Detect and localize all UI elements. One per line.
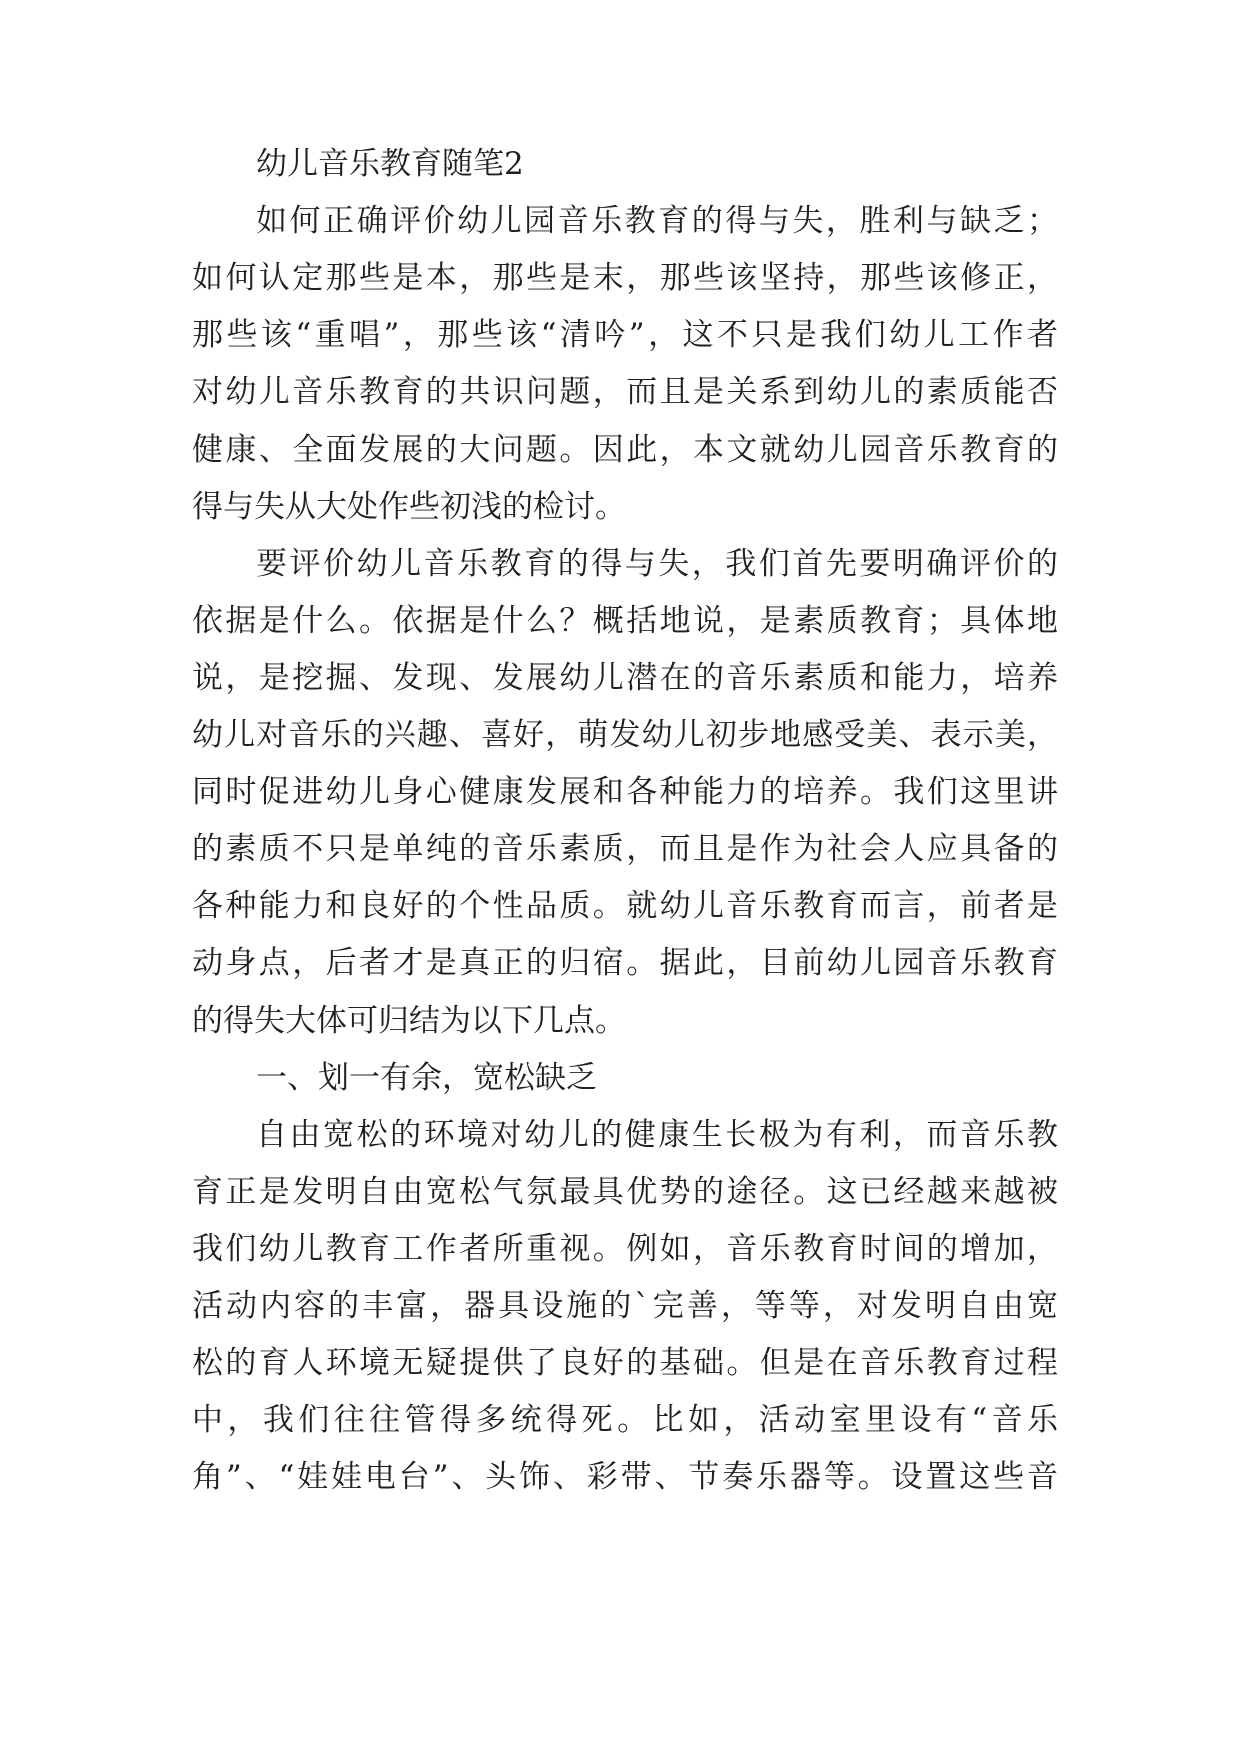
text-line: 如何正确评价幼儿园音乐教育的得与失，胜利与缺乏； [256,203,1058,240]
text-line: 同时促进幼儿身心健康发展和各种能力的培养。我们这里讲 [192,774,1058,811]
text-line: 动身点，后者才是真正的归宿。据此，目前幼儿园音乐教育 [192,945,1058,982]
text-line: 我们幼儿教育工作者所重视。例如，音乐教育时间的增加， [192,1230,1058,1267]
text-line: 的得失大体可归结为以下几点。 [192,1002,626,1039]
text-line: 说，是挖掘、发现、发展幼儿潜在的音乐素质和能力，培养 [192,659,1058,696]
text-line: 育正是发明自由宽松气氛最具优势的途径。这已经越来越被 [192,1173,1058,1210]
text-line: 幼儿对音乐的兴趣、喜好，萌发幼儿初步地感受美、表示美， [192,717,1058,753]
text-line: 得与失从大处作些初浅的检讨。 [192,488,626,525]
text-line: 健康、全面发展的大问题。因此，本文就幼儿园音乐教育的 [192,431,1058,468]
text-line: 各种能力和良好的个性品质。就幼儿音乐教育而言，前者是 [192,888,1058,925]
text-line: 的素质不只是单纯的音乐素质，而且是作为社会人应具备的 [192,831,1058,868]
text-line: 要评价幼儿音乐教育的得与失，我们首先要明确评价的 [256,545,1058,582]
text-line: 松的育人环境无疑提供了良好的基础。但是在音乐教育过程 [192,1345,1058,1382]
text-line: 自由宽松的环境对幼儿的健康生长极为有利，而音乐教 [256,1116,1058,1153]
text-line: 中，我们往往管得多统得死。比如，活动室里设有“音乐 [192,1402,1058,1439]
document-title: 幼儿音乐教育随笔2 [256,146,524,182]
text-line: 角”、“娃娃电台”、头饰、彩带、节奏乐器等。设置这些音 [192,1459,1058,1496]
text-line: 如何认定那些是本，那些是末，那些该坚持，那些该修正， [192,260,1058,297]
text-line: 对幼儿音乐教育的共识问题，而且是关系到幼儿的素质能否 [192,374,1058,411]
text-line: 一、划一有余，宽松缺乏 [256,1059,597,1096]
text-line: 依据是什么。依据是什么？概括地说，是素质教育；具体地 [192,602,1058,639]
text-line: 活动内容的丰富，器具设施的`完善，等等，对发明自由宽 [192,1288,1058,1324]
text-line: 那些该“重唱”，那些该“清吟”，这不只是我们幼儿工作者 [192,317,1058,354]
